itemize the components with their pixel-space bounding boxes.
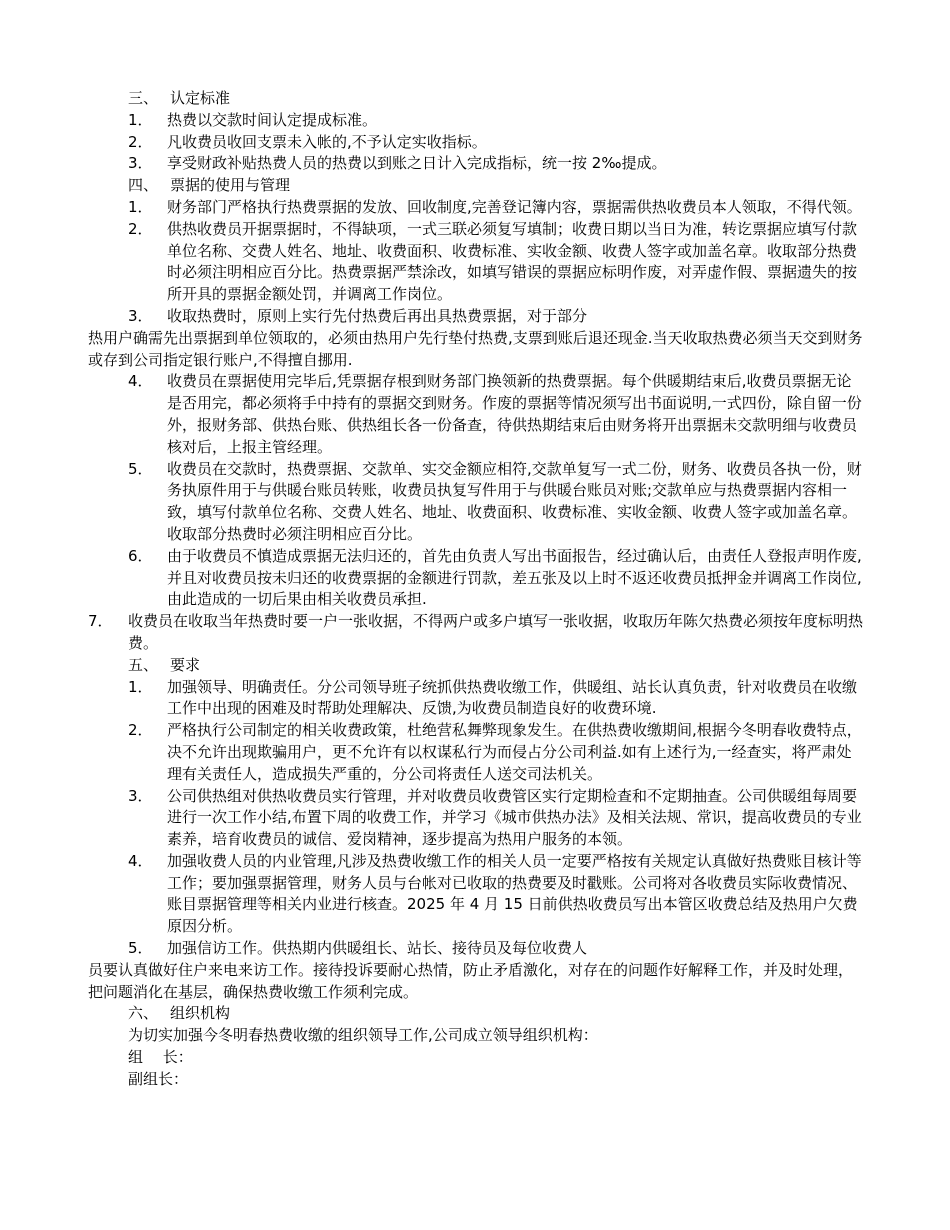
item-number: 1． (128, 110, 153, 129)
section-heading-5 (0, 655, 950, 677)
list-item (0, 938, 950, 960)
item-text: 加强领导、明确责任。分公司领导班子统抓供热费收缴工作，供暖组、站长认真负责，针对收费员在收缴工作中出现的困难及时帮助处理解决、反馈,为收费员制造良好的收费环境. (167, 677, 858, 718)
section-title: 认定标准 (170, 89, 231, 107)
list-item (0, 306, 950, 328)
item-number: 6． (128, 546, 153, 565)
item-text: 收取热费时，原则上实行先付热费后再出具热费票据，对于部分 (167, 306, 588, 325)
intro-paragraph: 为切实加强今冬明春热费收缴的组织领导工作,公司成立领导组织机构： (128, 1026, 598, 1045)
list-item (0, 197, 950, 219)
list-item (0, 677, 950, 721)
list-item (0, 720, 950, 785)
list-item (0, 371, 950, 458)
item-text: 公司供热组对供热收费员实行管理，并对收费员收费管区实行定期检查和不定期抽查。公司供暖组每周要进行一次工作小结,布置下周的收费工作，并学习《城市供热办法》及相关法规、常识，提高收费员的专业素养，培育收费员的诚信、爱岗精神，逐步提高为热用户服务的本领。 (167, 786, 862, 849)
list-item (0, 546, 950, 611)
item-text: 严格执行公司制定的相关收费政策，杜绝营私舞弊现象发生。在供热费收缴期间,根据今冬明春收费特点，决不允许出现欺骗用户，更不允许有以权谋私行为而侵占分公司利益.如有上述行为,一经查实，将严肃处理有关责任人，造成损失严重的，分公司将责任人送交司法机关。 (167, 721, 862, 783)
item-text: 凡收费员收回支票未入帐的,不予认定实收指标。 (167, 132, 487, 151)
section-heading-3 (0, 88, 950, 110)
item-number: 7． (88, 612, 113, 631)
list-item (0, 219, 950, 306)
item-number: 5． (128, 459, 153, 478)
section-number: 四、 (128, 176, 159, 195)
item-number: 2． (128, 721, 153, 740)
item-number: 3． (128, 786, 153, 805)
section-title: 票据的使用与管理 (170, 176, 291, 195)
list-item (0, 851, 950, 938)
list-item (0, 110, 950, 132)
section-heading-4 (0, 175, 950, 197)
item-text: 享受财政补贴热费人员的热费以到账之日计入完成指标，统一按 2‰提成。 (167, 154, 667, 173)
section-title: 要求 (170, 655, 201, 674)
item-number: 4． (128, 372, 153, 391)
section-title: 组织机构 (170, 1004, 231, 1023)
item-text: 加强收费人员的内业管理,凡涉及热费收缴工作的相关人员一定要严格按有关规定认真做好热费账目核计等工作；要加强票据管理，财务人员与台帐对已收取的热费要及时戳账。公司将对各收费员实际收费情况、账目票据管理等相关内业进行核查。2025 年 4 月 15 日前供热收费员写出本管区收费总结及热用户欠费原因分析。 (167, 851, 862, 936)
group-leader-label: 组 长： (128, 1048, 193, 1067)
item-text: 财务部门严格执行热费票据的发放、回收制度,完善登记簿内容，票据需供热收费员本人领取，不得代领。 (167, 197, 862, 216)
section-number: 三、 (128, 89, 159, 107)
item-number: 2． (128, 132, 153, 151)
item-number: 1． (128, 197, 153, 216)
item-number: 3． (128, 154, 153, 173)
item-text: 热费以交款时间认定提成标准。 (167, 110, 378, 129)
deputy-leader-label: 副组长： (128, 1069, 189, 1088)
item-number: 5． (128, 939, 153, 958)
item-number: 2． (128, 219, 153, 238)
item-text: 收费员在交款时，热费票据、交款单、实交金额应相符,交款单复写一式二份，财务、收费员各执一份，财务执原件用于与供暖台账员转账，收费员执复写件用于与供暖台账员对账;交款单应与热费票据内容相一致，填写付款单位名称、交费人姓名、地址、收费面积、收费标准、实收金额、收费人签字或加盖名章。收取部分热费时必须注明相应百分比。 (167, 459, 862, 543)
item-text: 收费员在票据使用完毕后,凭票据存根到财务部门换领新的热费票据。每个供暖期结束后,收费员票据无论是否用完，都必须将手中持有的票据交到财务。作废的票据等情况须写出书面说明,一式四份，除自留一份外，报财务部、供热台账、供热组长各一份备查，待供热期结束后由财务将开出票据未交款明细与收费员核对后，上报主管经理。 (167, 372, 862, 456)
item-number: 3． (128, 306, 153, 325)
section-number: 六、 (128, 1004, 159, 1023)
section-heading-6 (0, 1003, 950, 1025)
document-page (0, 88, 950, 1091)
list-item (0, 786, 950, 851)
item-text: 由于收费员不慎造成票据无法归还的，首先由负责人写出书面报告，经过确认后，由责任人登报声明作废,并且对收费员按未归还的收费票据的金额进行罚款，差五张及以上时不返还收费员抵押金并调离工作岗位,由此造成的一切后果由相关收费员承担. (167, 546, 862, 609)
list-item (0, 132, 950, 154)
item-text: 供热收费员开据票据时，不得缺项，一式三联必须复写填制；收费日期以当日为准，转讫票据应填写付款单位名称、交费人姓名、地址、收费面积、收费标准、实收金额、收费人签字或加盖名章。收取部分热费时必须注明相应百分比。热费票据严禁涂改，如填写错误的票据应标明作废，对弄虚作假、票据遗失的按所开具的票据金额处罚，并调离工作岗位。 (167, 219, 858, 304)
item-number: 4． (128, 851, 153, 870)
item-number: 1． (128, 677, 153, 696)
item-text: 加强信访工作。供热期内供暖组长、站长、接待员及每位收费人 (167, 939, 588, 958)
section-number: 五、 (128, 655, 159, 674)
item-continuation: 热用户确需先出票据到单位领取的，必须由热用户先行垫付热费,支票到账后退还现金.当天收取热费必须当天交到财务或存到公司指定银行账户,不得擅自挪用. (88, 328, 863, 369)
list-item (0, 459, 950, 546)
item-text: 收费员在收取当年热费时要一户一张收据，不得两户或多户填写一张收据，收取历年陈欠热费必须按年度标明热费。 (128, 612, 864, 652)
list-item (0, 611, 950, 655)
list-item (0, 153, 950, 175)
item-continuation: 员要认真做好住户来电来访工作。接待投诉要耐心热情，防止矛盾激化，对存在的问题作好解释工作，并及时处理，把问题消化在基层，确保热费收缴工作须利完成。 (88, 960, 854, 1001)
